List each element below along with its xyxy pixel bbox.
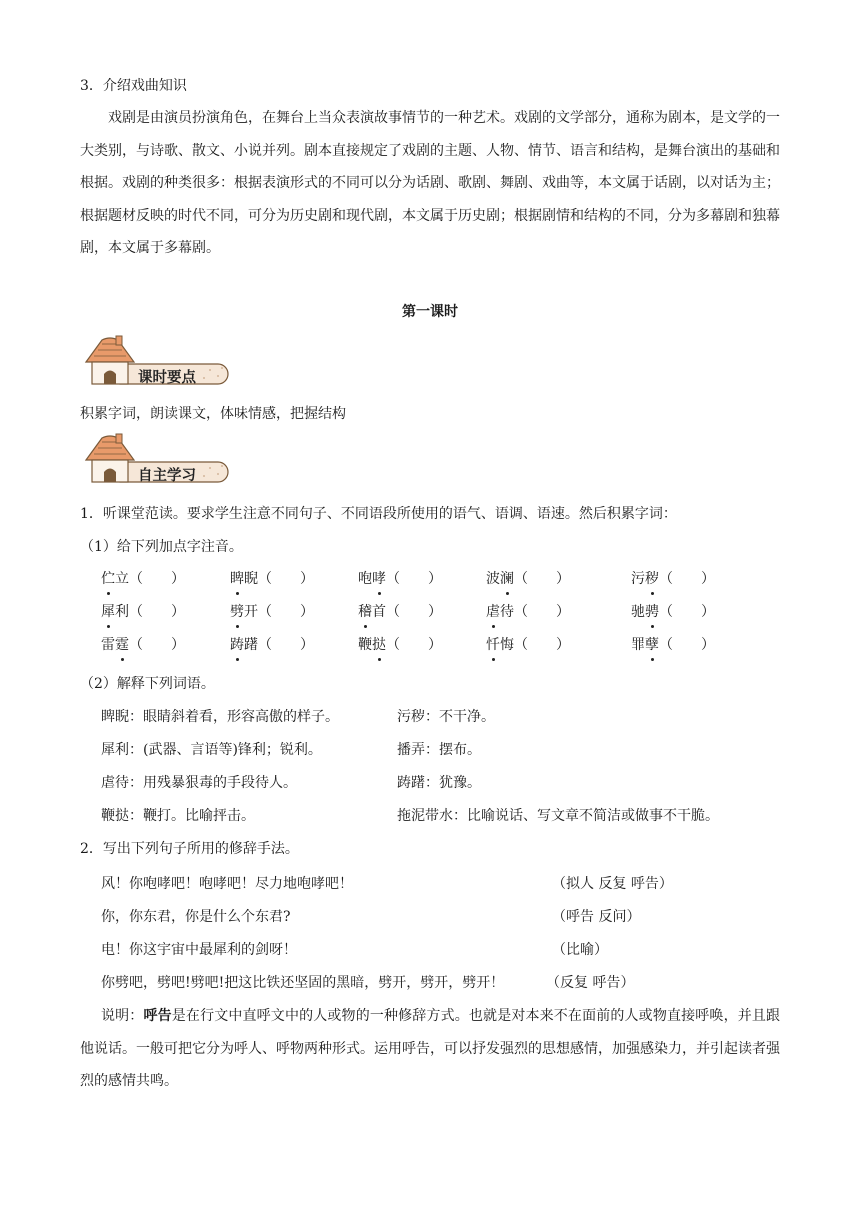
pinyin-word-suffix: （ ） — [659, 571, 715, 587]
key-points-text: 积累字词，朗读课文，体味情感，把握结构 — [80, 406, 346, 422]
pinyin-item — [230, 568, 314, 588]
note-term: 呼告 — [143, 1008, 172, 1024]
question-1-sub1: （1）给下列加点字注音。 — [80, 539, 243, 555]
pinyin-dotted-char-text: 伫 — [101, 571, 115, 587]
pinyin-item — [631, 568, 715, 588]
rhetoric-answer: （反复 呼告） — [546, 975, 635, 991]
pinyin-item — [101, 568, 185, 588]
definition-left: 睥睨：眼睛斜着看，形容高傲的样子。 — [101, 709, 339, 725]
emphasis-dot-icon — [236, 592, 239, 595]
definition-right: 踌躇：犹豫。 — [397, 775, 481, 791]
pinyin-dotted-char-text: 睥 — [230, 571, 244, 587]
pinyin-dotted-char — [230, 634, 244, 654]
emphasis-dot-icon — [107, 592, 110, 595]
pinyin-item — [358, 568, 442, 588]
pinyin-dotted-char-text: 骋 — [645, 604, 659, 620]
self-study-banner-label: 自主学习 — [138, 467, 196, 484]
pinyin-word-suffix: 立（ ） — [115, 571, 185, 587]
pinyin-word-suffix: （ ） — [659, 604, 715, 620]
question-1-title: 1．听课堂范读。要求学生注意不同句子、不同语段所使用的语气、语调、语速。然后积累字词： — [80, 506, 677, 522]
pinyin-dotted-char-text: 虐 — [486, 604, 500, 620]
pinyin-dotted-char — [230, 568, 244, 588]
pinyin-dotted-char — [230, 601, 244, 621]
pinyin-item — [230, 634, 314, 654]
pinyin-dotted-char-text: 孽 — [645, 637, 659, 653]
pinyin-dotted-char-text: 劈 — [230, 604, 244, 620]
key-points-banner-label: 课时要点 — [138, 369, 196, 386]
pinyin-dotted-char — [372, 634, 386, 654]
pinyin-word-prefix: 驰 — [631, 604, 645, 620]
pinyin-dotted-char — [500, 568, 514, 588]
definition-right: 播弄：摆布。 — [397, 742, 481, 758]
pinyin-dotted-char — [645, 568, 659, 588]
emphasis-dot-icon — [121, 658, 124, 661]
emphasis-dot-icon — [236, 625, 239, 628]
emphasis-dot-icon — [378, 658, 381, 661]
rhetoric-sentence: 你，你东君，你是什么个东君? — [101, 909, 291, 925]
rhetoric-sentence: 你劈吧，劈吧!劈吧!把这比铁还坚固的黑暗，劈开，劈开，劈开！ — [101, 975, 505, 991]
pinyin-dotted-char-text: 踌 — [230, 637, 244, 653]
pinyin-dotted-char — [486, 634, 500, 654]
emphasis-dot-icon — [651, 625, 654, 628]
pinyin-word-suffix: 利（ ） — [115, 604, 185, 620]
note-prefix: 说明： — [101, 1008, 144, 1024]
rhetoric-answer: （拟人 反复 呼告） — [552, 876, 673, 892]
pinyin-word-suffix: （ ） — [386, 637, 442, 653]
pinyin-word-suffix: 首（ ） — [372, 604, 442, 620]
pinyin-item — [486, 568, 570, 588]
pinyin-item — [230, 601, 314, 621]
pinyin-dotted-char-text: 犀 — [101, 604, 115, 620]
pinyin-dotted-char — [358, 601, 372, 621]
pinyin-dotted-char-text: 稽 — [358, 604, 372, 620]
pinyin-item — [358, 601, 442, 621]
definition-left: 虐待：用残暴狠毒的手段待人。 — [101, 775, 297, 791]
definition-right: 污秽：不干净。 — [397, 709, 495, 725]
rhetoric-sentence: 风！你咆哮吧！咆哮吧！尽力地咆哮吧！ — [101, 876, 353, 892]
pinyin-word-suffix: 待（ ） — [500, 604, 570, 620]
definition-left: 犀利：(武器、言语等)锋利；锐利。 — [101, 742, 322, 758]
pinyin-dotted-char — [115, 634, 129, 654]
emphasis-dot-icon — [236, 658, 239, 661]
pinyin-word-prefix: 咆 — [358, 571, 372, 587]
pinyin-word-prefix: 鞭 — [358, 637, 372, 653]
pinyin-word-prefix: 波 — [486, 571, 500, 587]
rhetoric-answer: （比喻） — [552, 942, 608, 958]
pinyin-dotted-char-text: 秽 — [645, 571, 659, 587]
question-1-sub2: （2）解释下列词语。 — [80, 676, 215, 692]
drama-intro-paragraph: 戏剧是由演员扮演角色，在舞台上当众表演故事情节的一种艺术。戏剧的文学部分，通称为剧本，是文学的一大类别，与诗歌、散文、小说并列。剧本直接规定了戏剧的主题、人物、情节、语言和结构，是舞台演出的基础和根据。戏剧的种类很多：根据表演形式的不同可以分为话剧、歌剧、舞剧、戏曲等，本文属于话剧，以对话为主；根据题材反映的时代不同，可分为历史剧和现代剧，本文属于历史剧；根据剧情和结构的不同，分为多幕剧和独幕剧，本文属于多幕剧。 — [80, 110, 780, 256]
pinyin-dotted-char — [486, 601, 500, 621]
pinyin-word-suffix: （ ） — [386, 571, 442, 587]
pinyin-word-suffix: 睨（ ） — [244, 571, 314, 587]
emphasis-dot-icon — [378, 592, 381, 595]
pinyin-dotted-char — [101, 568, 115, 588]
pinyin-dotted-char-text: 哮 — [372, 571, 386, 587]
pinyin-word-suffix: （ ） — [129, 637, 185, 653]
pinyin-item — [101, 634, 185, 654]
pinyin-dotted-char-text: 忏 — [486, 637, 500, 653]
pinyin-dotted-char — [645, 601, 659, 621]
pinyin-item — [631, 601, 715, 621]
rhetoric-answer: （呼告 反问） — [552, 909, 641, 925]
definition-right: 拖泥带水：比喻说话、写文章不简洁或做事不干脆。 — [397, 808, 719, 824]
emphasis-dot-icon — [364, 625, 367, 628]
pinyin-item — [101, 601, 185, 621]
question-2-title: 2．写出下列句子所用的修辞手法。 — [80, 841, 299, 857]
pinyin-dotted-char — [101, 601, 115, 621]
rhetoric-note — [80, 1000, 780, 1098]
pinyin-item — [486, 634, 570, 654]
emphasis-dot-icon — [651, 592, 654, 595]
emphasis-dot-icon — [506, 592, 509, 595]
pinyin-word-prefix: 罪 — [631, 637, 645, 653]
pinyin-word-prefix: 污 — [631, 571, 645, 587]
self-study-banner — [80, 432, 240, 484]
emphasis-dot-icon — [651, 658, 654, 661]
pinyin-item — [358, 634, 442, 654]
emphasis-dot-icon — [492, 658, 495, 661]
pinyin-word-suffix: 开（ ） — [244, 604, 314, 620]
definition-left: 鞭挞：鞭打。比喻抨击。 — [101, 808, 255, 824]
pinyin-dotted-char-text: 挞 — [372, 637, 386, 653]
pinyin-word-suffix: （ ） — [514, 571, 570, 587]
pinyin-word-suffix: 躇（ ） — [244, 637, 314, 653]
key-points-banner — [80, 334, 240, 386]
pinyin-dotted-char-text: 霆 — [115, 637, 129, 653]
pinyin-item — [486, 601, 570, 621]
note-body: 是在行文中直呼文中的人或物的一种修辞方式。也就是对本来不在面前的人或物直接呼唤，并且跟他说话。一般可把它分为呼人、呼物两种形式。运用呼告，可以抒发强烈的思想感情，加强感染力，并引起读者强烈的感情共鸣。 — [80, 1008, 781, 1089]
pinyin-dotted-char — [372, 568, 386, 588]
pinyin-item — [631, 634, 715, 654]
lesson-title: 第一课时 — [402, 304, 458, 320]
emphasis-dot-icon — [492, 625, 495, 628]
pinyin-word-prefix: 雷 — [101, 637, 115, 653]
section-3-title: 3．介绍戏曲知识 — [80, 78, 187, 94]
rhetoric-sentence: 电！你这宇宙中最犀利的剑呀！ — [101, 942, 297, 958]
pinyin-word-suffix: 悔（ ） — [500, 637, 570, 653]
pinyin-dotted-char-text: 澜 — [500, 571, 514, 587]
pinyin-dotted-char — [645, 634, 659, 654]
emphasis-dot-icon — [107, 625, 110, 628]
pinyin-word-suffix: （ ） — [659, 637, 715, 653]
